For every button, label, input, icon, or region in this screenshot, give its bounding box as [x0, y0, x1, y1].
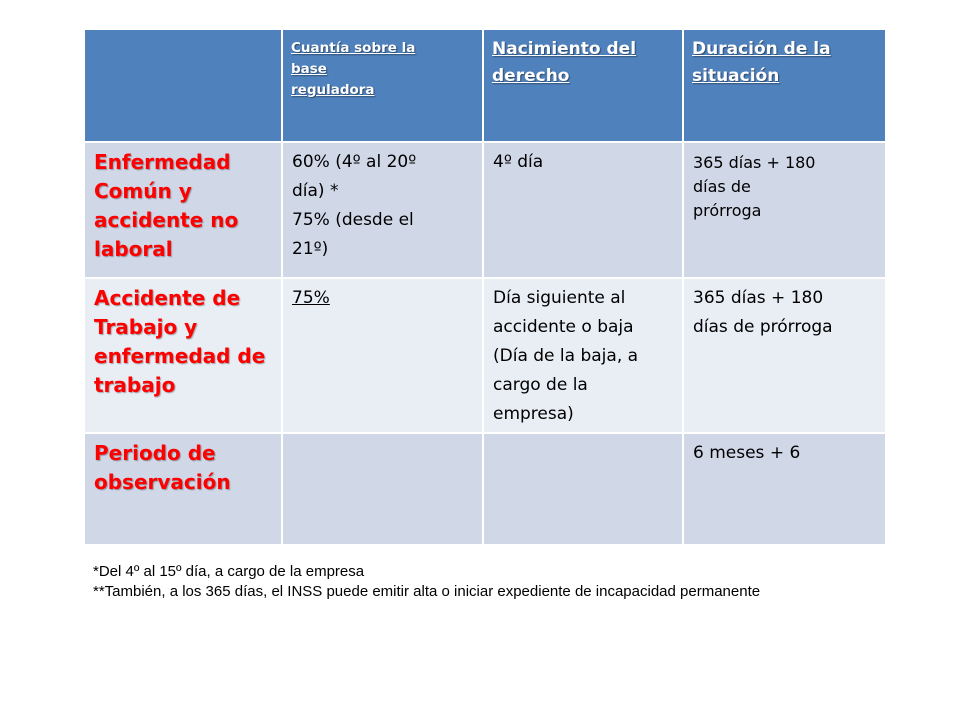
- row-label: Periodo de observación: [94, 441, 231, 494]
- nacimiento-cell: [483, 278, 683, 433]
- duracion-cell: [683, 142, 886, 278]
- nacimiento-value: 4º día: [493, 152, 544, 172]
- header-nacimiento-text: Nacimiento del derecho: [492, 39, 637, 86]
- header-nacimiento: [483, 29, 683, 142]
- header-duracion-text: Duración de la situación: [692, 39, 831, 86]
- row-label: Enfermedad Común y accidente no laboral: [94, 150, 239, 261]
- cuantia-cell: [282, 142, 483, 278]
- nacimiento-cell: [483, 142, 683, 278]
- nacimiento-cell: [483, 433, 683, 545]
- cuantia-cell: [282, 278, 483, 433]
- duracion-value: 365 días + 180 días de prórroga: [693, 288, 833, 337]
- footnotes: [93, 562, 873, 602]
- footnote-2: **También, a los 365 días, el INSS puede emitir alta o iniciar expediente de incapacidad permanente: [93, 583, 761, 600]
- footnote-1: *Del 4º al 15º día, a cargo de la empresa: [93, 563, 365, 580]
- row-label-cell: [84, 278, 282, 433]
- row-label-cell: [84, 433, 282, 545]
- cuantia-value: 60% (4º al 20º día) * 75% (desde el 21º): [292, 152, 417, 259]
- nacimiento-value: [484, 434, 682, 439]
- header-duracion: [683, 29, 886, 142]
- cuantia-cell: [282, 433, 483, 545]
- duracion-cell: [683, 278, 886, 433]
- duracion-value: 6 meses + 6: [693, 443, 801, 463]
- table-row: [84, 433, 886, 545]
- duracion-cell: [683, 433, 886, 545]
- header-cuantia-text: Cuantía sobre la base reguladora: [291, 40, 416, 98]
- row-label: Accidente de Trabajo y enfermedad de trabajo: [94, 286, 266, 397]
- duracion-value: 365 días + 180 días de prórroga: [693, 153, 816, 220]
- table-row: [84, 278, 886, 433]
- cuantia-value: 75%: [292, 288, 330, 308]
- table-row: [84, 142, 886, 278]
- header-row: [84, 29, 886, 142]
- header-cuantia: [282, 29, 483, 142]
- nacimiento-value: Día siguiente al accidente o baja (Día de la baja, a cargo de la empresa): [493, 288, 639, 424]
- cuantia-value: [283, 434, 482, 439]
- row-label-cell: [84, 142, 282, 278]
- benefits-table: [83, 28, 887, 546]
- header-empty-cell: [84, 29, 282, 142]
